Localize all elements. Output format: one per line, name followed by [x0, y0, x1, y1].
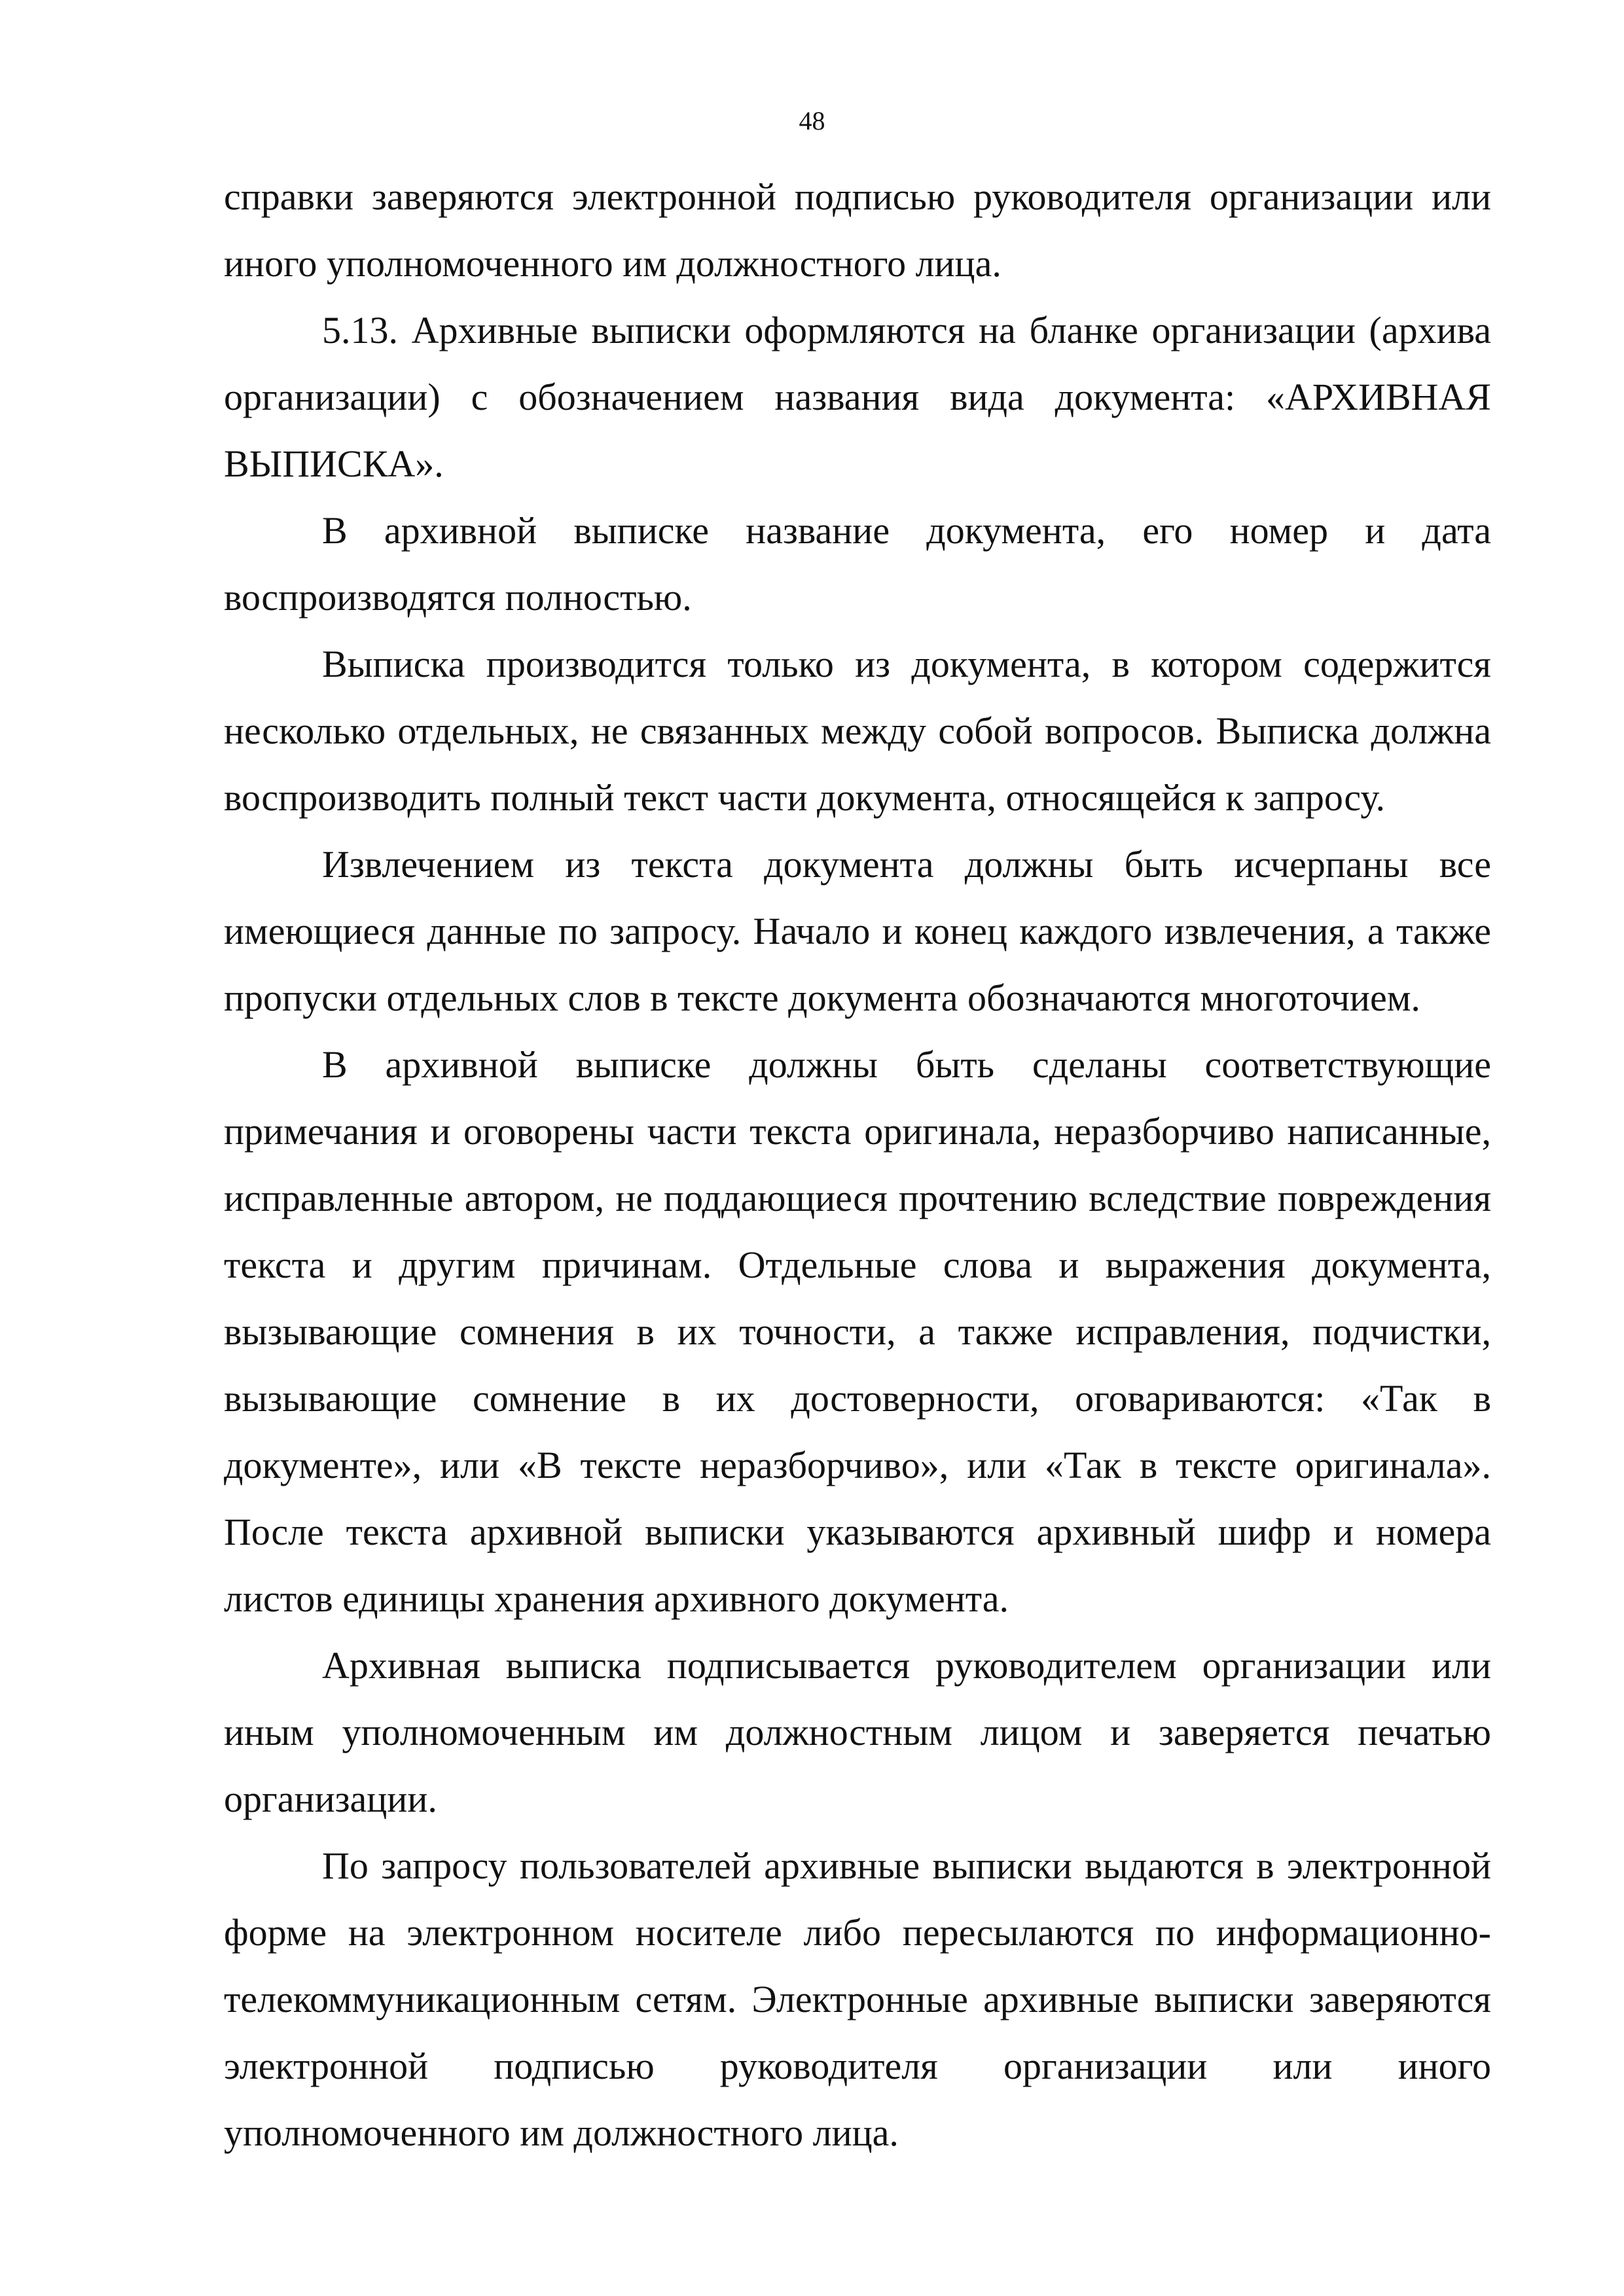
paragraph-extract-source: Выписка производится только из документа, в котором содержится несколько отдельных, не связанных между собой вопросов. Выписка должна воспроизводить полный текст части документа, относящейся к запросу.	[224, 643, 1491, 819]
paragraph-extract-title: В архивной выписке название документа, его номер и дата воспроизводятся полностью.	[224, 509, 1491, 619]
paragraph-notes-and-remarks: В архивной выписке должны быть сделаны соответствующие примечания и оговорены части текста оригинала, неразборчиво написанные, исправленные автором, не поддающиеся прочтению вследствие повреждения текста и другим причинам. Отдельные слова и выражения документа, вызывающие сомнения в их точности, а также исправления, подчистки, вызывающие сомнение в их достоверности, оговариваются: «Так в документе», или «В тексте неразборчиво», или «Так в тексте оригинала». После текста архивной выписки указываются архивный шифр и номера листов единицы хранения архивного документа.	[224, 1043, 1491, 1620]
paragraph-extraction-rules: Извлечением из текста документа должны быть исчерпаны все имеющиеся данные по запросу. Начало и конец каждого извлечения, а также пропуски отдельных слов в тексте документа обозначаются многоточием.	[224, 843, 1491, 1019]
page-number: 48	[799, 106, 825, 135]
paragraph-electronic-form: По запросу пользователей архивные выписки выдаются в электронной форме на электронном носителе либо пересылаются по информационно-телекоммуникационным сетям. Электронные архивные выписки заверяются электронной подписью руководителя организации или иного уполномоченного им должностного лица.	[224, 1844, 1491, 2154]
paragraph-signature: Архивная выписка подписывается руководителем организации или иным уполномоченным им должностным лицом и заверяется печатью организации.	[224, 1644, 1491, 1820]
paragraph-continuation: справки заверяются электронной подписью руководителя организации или иного уполномоченного им должностного лица.	[224, 175, 1491, 285]
document-body	[224, 164, 1491, 2166]
paragraph-section-5-13: 5.13. Архивные выписки оформляются на бланке организации (архива организации) с обозначением названия вида документа: «АРХИВНАЯ ВЫПИСКА».	[224, 309, 1491, 485]
